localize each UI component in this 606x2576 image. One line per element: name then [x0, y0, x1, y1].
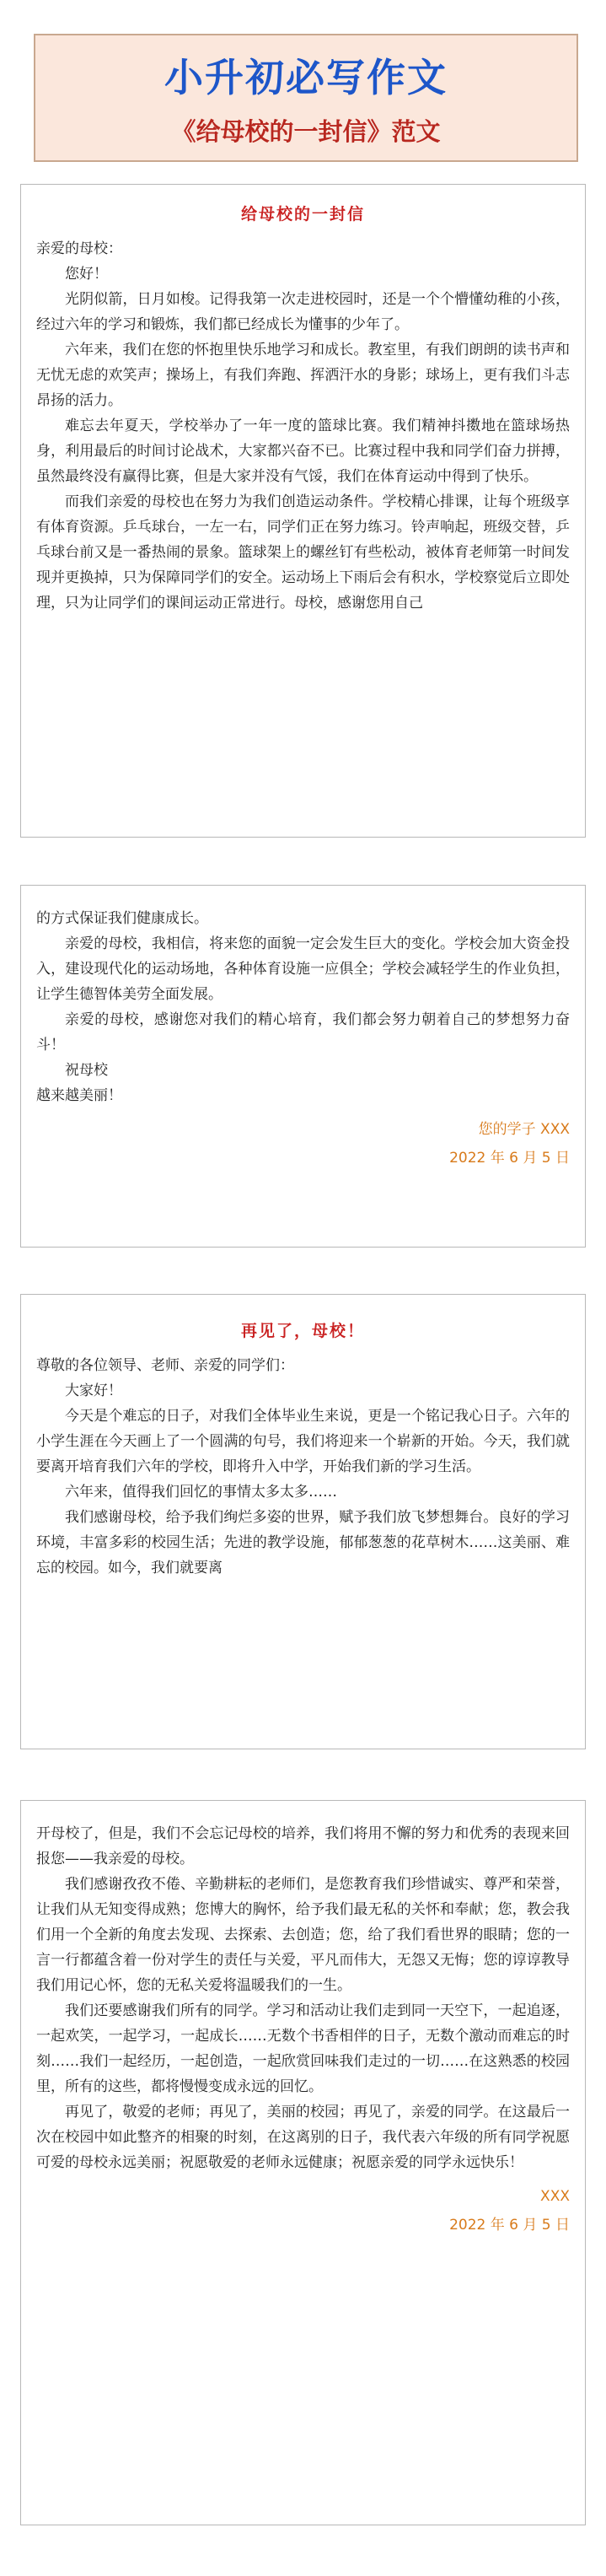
signature: 您的学子 XXX	[478, 1121, 570, 1138]
document-page-1	[20, 184, 586, 838]
salutation: 亲爱的母校：	[36, 240, 122, 257]
closing-line: 祝母校	[65, 1062, 108, 1079]
signature: XXX	[540, 2188, 570, 2205]
greeting: 大家好！	[65, 1382, 122, 1399]
date: 2022 年 6 月 5 日	[449, 1150, 570, 1167]
letter-title: 给母校的一封信	[240, 205, 365, 224]
paragraph: 六年来，值得我们回忆的事情太多太多……	[65, 1484, 337, 1501]
document-page-2	[20, 885, 586, 1248]
date: 2022 年 6 月 5 日	[449, 2217, 570, 2234]
paragraph: 难忘去年夏天，学校举办了一年一度的篮球比赛。我们精神抖擞地在篮球场热身，利用最后的时间讨论战术，大家都兴奋不已。比赛过程中我和同学们奋力拼搏，虽然最终没有赢得比赛，但是大家并没有气馁，我们在体育运动中得到了快乐。	[36, 418, 570, 485]
document-page-3	[20, 1294, 586, 1749]
salutation: 尊敬的各位领导、老师、亲爱的同学们：	[36, 1357, 294, 1374]
paragraph: 我们感谢孜孜不倦、辛勤耕耘的老师们，是您教育我们珍惜诚实、尊严和荣誉，让我们从无知变得成熟；您博大的胸怀，给予我们最无私的关怀和奉献；您，教会我们用一个全新的角度去发现、去探索、去创造；您，给了我们看世界的眼睛；您的一言一行都蕴含着一份对学生的责任与关爱，平凡而伟大，无怨又无悔；您的谆谆教导我们用记心怀，您的无私关爱将温暖我们的一生。	[36, 1876, 570, 1994]
paragraph-continuation: 的方式保证我们健康成长。	[36, 910, 208, 927]
letter-title: 再见了，母校！	[240, 1322, 365, 1340]
paragraph: 再见了，敬爱的老师；再见了，美丽的校园；再见了，亲爱的同学。在这最后一次在校园中如此整齐的相聚的时刻，在这离别的日子，我代表六年级的所有同学祝愿可爱的母校永远美丽；祝愿敬爱的老师永远健康；祝愿亲爱的同学永远快乐！	[36, 2104, 570, 2171]
paragraph: 光阴似箭，日月如梭。记得我第一次走进校园时，还是一个个懵懂幼稚的小孩，经过六年的学习和锻炼，我们都已经成长为懂事的少年了。	[36, 291, 570, 333]
document-page-4	[20, 1800, 586, 2525]
paragraph: 而我们亲爱的母校也在努力为我们创造运动条件。学校精心排课，让每个班级享有体育资源。乒乓球台，一左一右，同学们正在努力练习。铃声响起，班级交替，乒乓球台前又是一番热闹的景象。篮球架上的螺丝钉有些松动，被体育老师第一时间发现并更换掉，只为保障同学们的安全。运动场上下雨后会有积水，学校察觉后立即处理，只为让同学们的课间运动正常进行。母校，感谢您用自己	[36, 493, 570, 612]
paragraph: 亲爱的母校，感谢您对我们的精心培育，我们都会努力朝着自己的梦想努力奋斗！	[36, 1011, 570, 1054]
closing-line: 越来越美丽！	[36, 1087, 122, 1104]
greeting: 您好！	[65, 266, 108, 283]
paragraph: 我们还要感谢我们所有的同学。学习和活动让我们走到同一天空下，一起追逐，一起欢笑，一起学习，一起成长……无数个书香相伴的日子，无数个激动而难忘的时刻……我们一起经历，一起创造，一起欣赏回味我们走过的一切……在这熟悉的校园里，所有的这些，都将慢慢变成永远的回忆。	[36, 2002, 570, 2095]
page-subtitle: 《给母校的一封信》范文	[171, 117, 441, 146]
header-banner	[34, 34, 578, 162]
paragraph: 亲爱的母校，我相信，将来您的面貌一定会发生巨大的变化。学校会加大资金投入，建设现代化的运动场地，各种体育设施一应俱全；学校会减轻学生的作业负担，让学生德智体美劳全面发展。	[36, 935, 570, 1003]
paragraph-continuation: 开母校了，但是，我们不会忘记母校的培养，我们将用不懈的努力和优秀的表现来回报您——我亲爱的母校。	[36, 1825, 570, 1867]
paragraph: 我们感谢母校，给予我们绚烂多姿的世界，赋予我们放飞梦想舞台。良好的学习环境，丰富多彩的校园生活；先进的教学设施，郁郁葱葱的花草树木……这美丽、难忘的校园。如今，我们就要离	[36, 1509, 570, 1576]
paragraph: 六年来，我们在您的怀抱里快乐地学习和成长。教室里，有我们朗朗的读书声和无忧无虑的欢笑声；操场上，有我们奔跑、挥洒汗水的身影；球场上，更有我们斗志昂扬的活力。	[36, 342, 570, 409]
page-title: 小升初必写作文	[164, 55, 448, 100]
paragraph: 今天是个难忘的日子，对我们全体毕业生来说，更是一个铭记我心日子。六年的小学生涯在今天画上了一个圆满的句号，我们将迎来一个崭新的开始。今天，我们就要离开培育我们六年的学校，即将升入中学，开始我们新的学习生活。	[36, 1408, 570, 1475]
